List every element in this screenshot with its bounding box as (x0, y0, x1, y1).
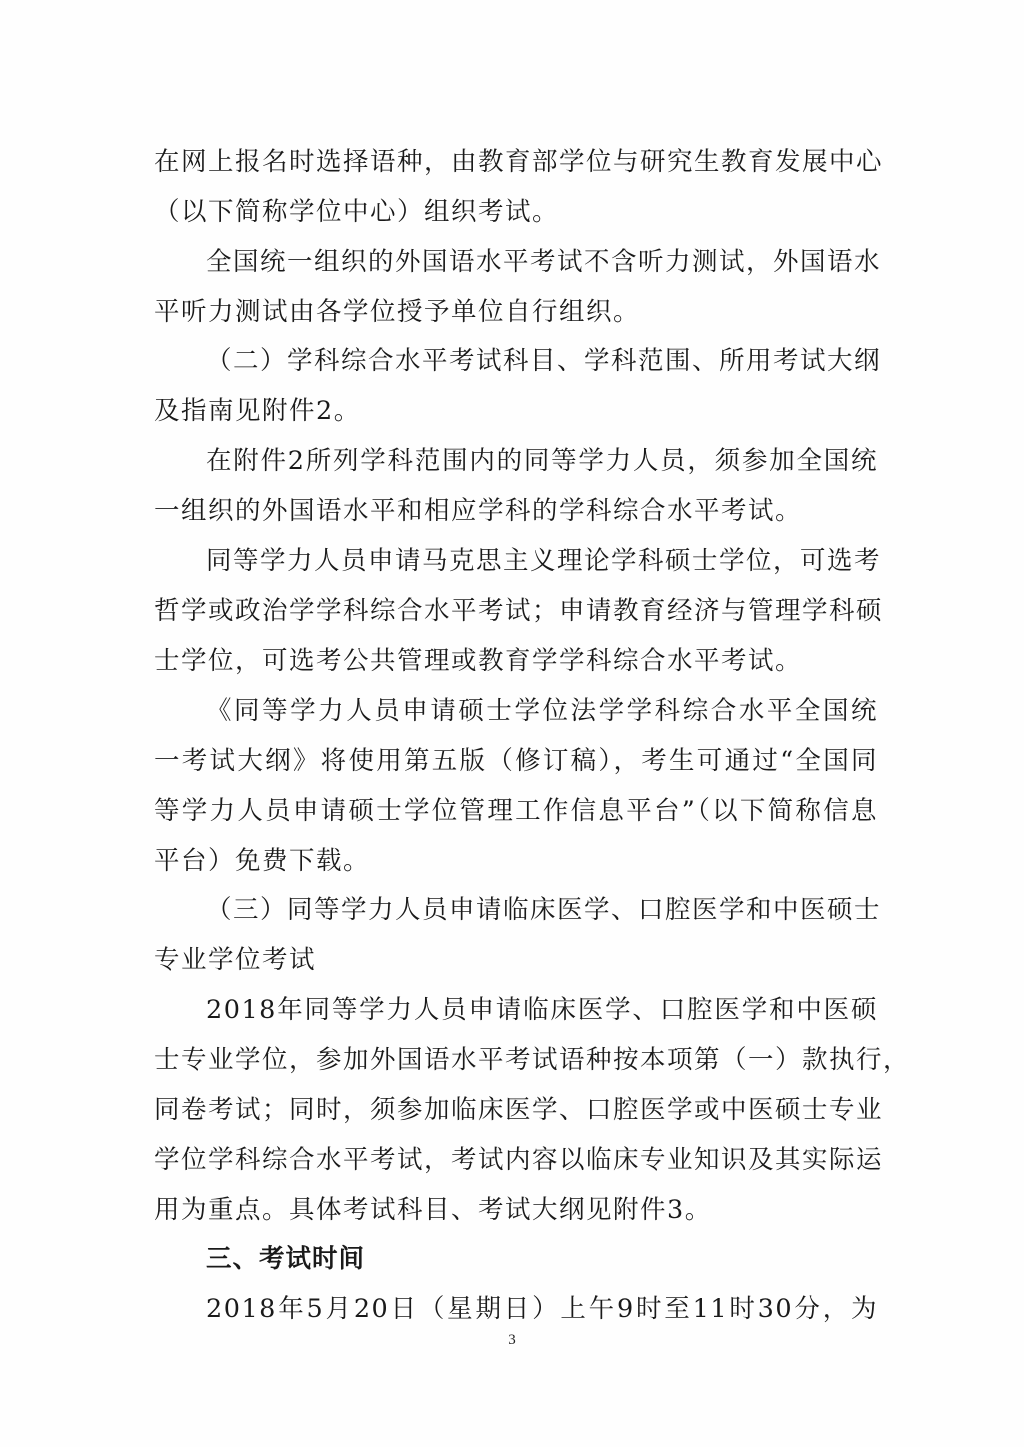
text-line: 及指南见附件2。 (154, 396, 361, 426)
text-line: 全国统一组织的外国语水平考试不含听力测试，外国语水 (206, 247, 882, 277)
page-number: 3 (508, 1332, 516, 1348)
text-line: 同卷考试；同时，须参加临床医学、口腔医学或中医硕士专业 (154, 1095, 884, 1125)
text-line: 等学力人员申请硕士学位管理工作信息平台”（以下简称信息 (154, 796, 878, 826)
text-line: 2018年5月20日（星期日）上午9时至11时30分，为 (206, 1294, 878, 1324)
text-line: 专业学位考试 (154, 945, 317, 975)
text-line: 士专业学位，参加外国语水平考试语种按本项第（一）款执行， (154, 1045, 911, 1075)
text-line: 学位学科综合水平考试，考试内容以临床专业知识及其实际运 (154, 1145, 884, 1175)
text-line: （二）学科综合水平考试科目、学科范围、所用考试大纲 (206, 346, 882, 376)
text-line: 2018年同等学力人员申请临床医学、口腔医学和中医硕 (206, 995, 878, 1025)
text-line: 哲学或政治学学科综合水平考试；申请教育经济与管理学科硕 (154, 596, 884, 626)
text-line: （三）同等学力人员申请临床医学、口腔医学和中医硕士 (206, 895, 882, 925)
text-line: 平台）免费下载。 (154, 846, 371, 876)
text-line: 在附件2所列学科范围内的同等学力人员，须参加全国统 (206, 446, 878, 476)
text-line: 用为重点。具体考试科目、考试大纲见附件3。 (154, 1195, 712, 1225)
text-line: 一考试大纲》将使用第五版（修订稿），考生可通过“全国同 (154, 746, 878, 776)
text-line: 一组织的外国语水平和相应学科的学科综合水平考试。 (154, 496, 803, 526)
text-line: 在网上报名时选择语种，由教育部学位与研究生教育发展中心 (154, 147, 884, 177)
text-line: 同等学力人员申请马克思主义理论学科硕士学位，可选考 (206, 546, 882, 576)
text-line: 《同等学力人员申请硕士学位法学学科综合水平全国统 (206, 696, 878, 726)
section-heading: 三、考试时间 (206, 1244, 366, 1274)
text-line: （以下简称学位中心）组织考试。 (154, 197, 560, 227)
text-line: 平听力测试由各学位授予单位自行组织。 (154, 297, 641, 327)
text-line: 士学位，可选考公共管理或教育学学科综合水平考试。 (154, 646, 803, 676)
